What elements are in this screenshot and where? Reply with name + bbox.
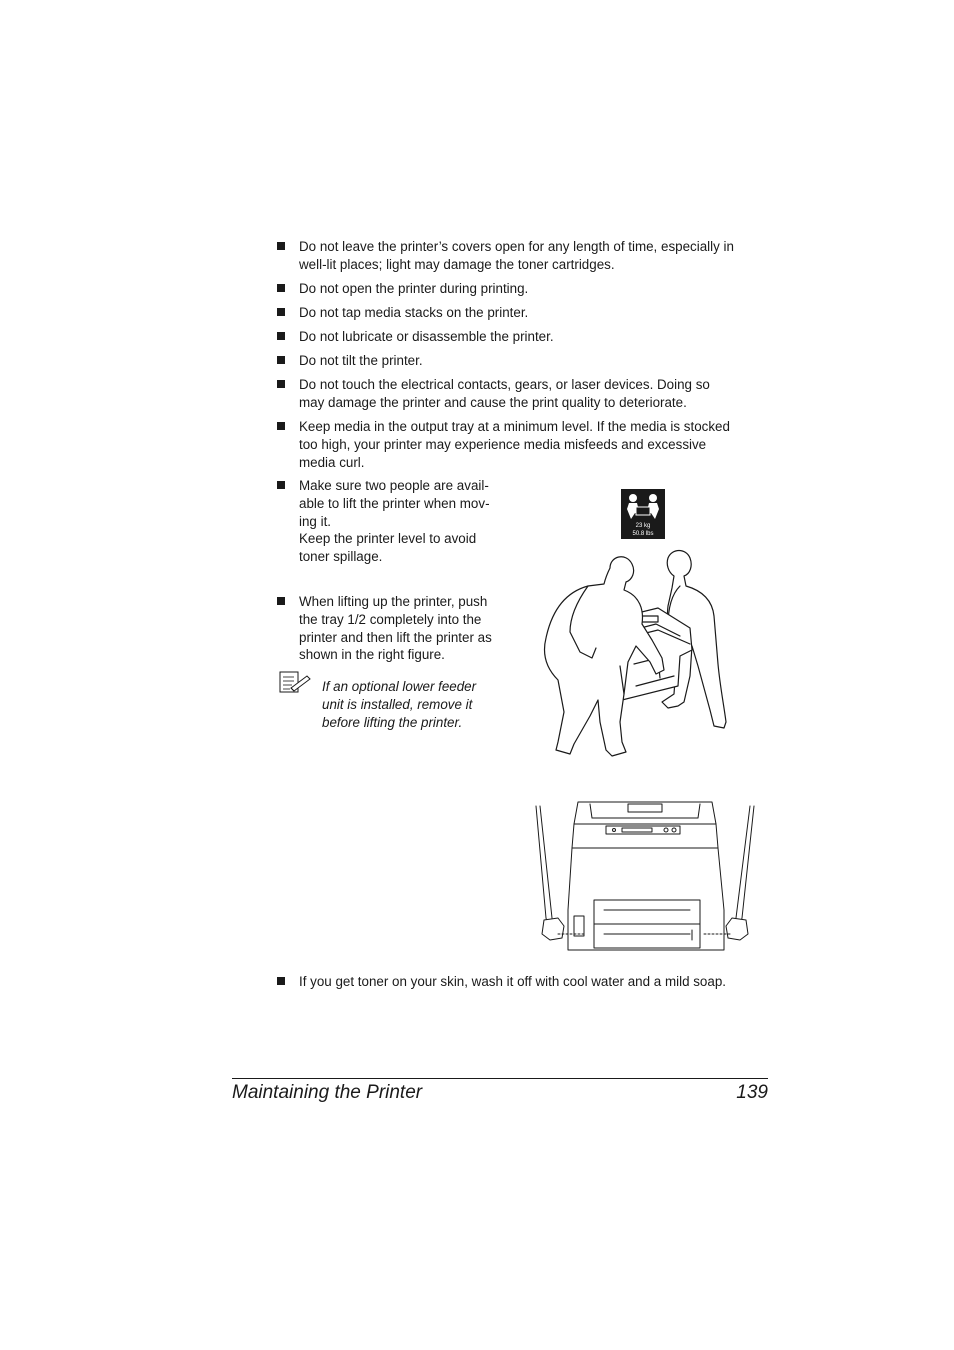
- footer-divider: [232, 1078, 768, 1079]
- bullet-square-icon: [277, 481, 285, 489]
- bullet-text: Make sure two people are avail- able to lift the printer when mov- ing it. Keep the printer level to avoid toner spillage.: [299, 478, 490, 565]
- bullet-text: When lifting up the printer, push the tray 1/2 completely into the printer and then lift the printer as shown in the right figure.: [299, 594, 492, 663]
- two-person-lift-label: [621, 489, 665, 539]
- bullet-text: Do not tap media stacks on the printer.: [299, 305, 529, 320]
- bullet-square-icon: [277, 332, 285, 340]
- bullet-square-icon: [277, 422, 285, 430]
- bullet-text: Do not lubricate or disassemble the printer.: [299, 329, 554, 344]
- bullet-text: Do not open the printer during printing.: [299, 281, 529, 296]
- bullet-text: Do not tilt the printer.: [299, 353, 423, 368]
- footer-section-title: Maintaining the Printer: [232, 1082, 423, 1103]
- person-head-icon: [649, 494, 657, 502]
- person-head-icon: [629, 494, 637, 502]
- lift-weight-lbs: 50.8 lbs: [632, 531, 654, 537]
- bullet-text: Do not leave the printer’s covers open for any length of time, especially in well-lit places; light may damage the toner cartridges.: [299, 239, 734, 272]
- bullet-square-icon: [277, 977, 285, 985]
- note-text: If an optional lower feeder unit is installed, remove it before lifting the printer.: [322, 679, 477, 730]
- bullet-square-icon: [277, 242, 285, 250]
- bullet-text: Keep media in the output tray at a minimum level. If the media is stocked too high, your printer may experience media misfeeds and excessive media curl.: [299, 419, 730, 470]
- note-pencil-icon: [279, 671, 313, 693]
- footer-page-number: 139: [736, 1082, 768, 1103]
- bullet-text: Do not touch the electrical contacts, gears, or laser devices. Doing so may damage the printer and cause the print quality to deteriorate.: [299, 377, 710, 410]
- lift-weight-kg: 23 kg: [635, 523, 651, 529]
- printer-front-view-illustration: [530, 800, 760, 954]
- bullet-square-icon: [277, 284, 285, 292]
- two-people-lifting-illustration: [540, 546, 732, 764]
- bullet-square-icon: [277, 356, 285, 364]
- bullet-square-icon: [277, 597, 285, 605]
- bullet-square-icon: [277, 308, 285, 316]
- bullet-text: If you get toner on your skin, wash it off with cool water and a mild soap.: [299, 974, 726, 989]
- bullet-square-icon: [277, 380, 285, 388]
